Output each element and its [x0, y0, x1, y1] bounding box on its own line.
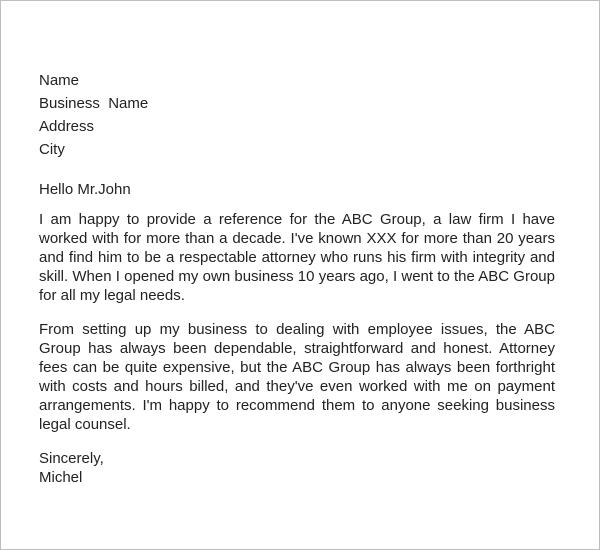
signature-name: Michel [39, 469, 83, 486]
address-name: Name [39, 72, 80, 89]
closing-block [39, 449, 555, 487]
recipient-address-block [39, 69, 555, 161]
greeting: Hello Mr.John [39, 181, 131, 198]
address-street: Address [39, 118, 95, 135]
reference-letter [39, 69, 555, 487]
body-paragraph-1: I am happy to provide a reference for the ABC Group, a law firm I have worked with for more than a decade. I've known XXX for more than 20 years and find him to be a respectable attorney who runs his firm with integrity and skill. When I opened my own business 10 years ago, I went to the ABC Group for all my legal needs. [39, 211, 555, 304]
body-paragraph-2: From setting up my business to dealing with employee issues, the ABC Group has always been dependable, straightforward and honest. Attorney fees can be quite expensive, but the ABC Group has always been forthright with costs and hours billed, and they've even worked with me on payment arrangements. I'm happy to recommend them to anyone seeking business legal counsel. [39, 321, 555, 433]
address-city: City [39, 141, 65, 158]
address-business-name: Business Name [39, 95, 149, 112]
valediction: Sincerely, [39, 450, 104, 467]
